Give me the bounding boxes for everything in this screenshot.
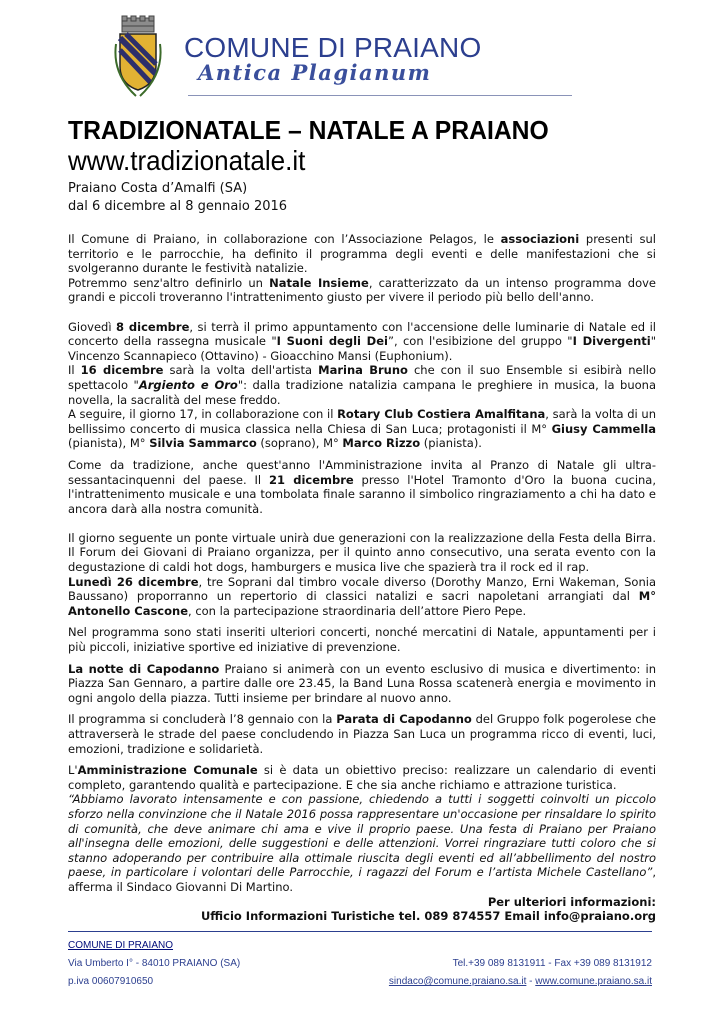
footer-address: Via Umberto I° - 84010 PRAIANO (SA) — [68, 958, 241, 969]
footer-divider — [68, 931, 652, 932]
municipality-motto: Antica Plagianum — [198, 60, 432, 85]
coat-of-arms-icon — [112, 14, 164, 98]
footer-phone-fax: Tel.+39 089 8131911 - Fax +39 089 8131912 — [452, 958, 652, 969]
paragraph-amministrazione: L'Amministrazione Comunale si è data un obiettivo preciso: realizzare un calendario di eventi completo, garantendo qualità e partecipazione. E che sia anche richiamo e attrazione turistica. — [68, 763, 657, 792]
header-divider — [188, 95, 572, 96]
footer-municipality-name: COMUNE DI PRAIANO — [68, 940, 174, 951]
event-location: Praiano Costa d’Amalfi (SA) — [68, 181, 248, 196]
paragraph-26-dicembre: Lunedì 26 dicembre, tre Soprani dal timbro vocale diverso (Dorothy Manzo, Erni Wakeman, Sonia Baussano) proporranno un repertorio di classici natalizi e sacri napoletani arrangiati dal M° Antonello Cascone, con la partecipazione straordinaria dell’attore Piero Pepe. — [68, 574, 657, 618]
paragraph-intro: Il Comune di Praiano, in collaborazione con l’Associazione Pelagos, le associazioni presenti sul territorio e le parrocchie, ha definito il programma degli eventi e delle manifestazioni che si svolgeranno durante le festività natalizie. — [68, 232, 656, 276]
info-contact: Ufficio Informazioni Turistiche tel. 089 874557 Email info@praiano.org — [200, 909, 656, 924]
footer-website-link[interactable]: www.comune.praiano.sa.it — [535, 976, 652, 987]
paragraph-capodanno: La notte di Capodanno Praiano si animerà con un evento esclusivo di musica e divertimento: in Piazza San Gennaro, a partire dalle ore 23.45, la Band Luna Rossa scatenerà energia e movimento in ogni angolo della piazza. Tutti insieme per brindare al nuovo anno. — [68, 661, 656, 705]
footer-vat-number: p.iva 00607910650 — [68, 976, 154, 987]
document-title: TRADIZIONATALE – NATALE A PRAIANO — [68, 115, 549, 145]
event-dates: dal 6 dicembre al 8 gennaio 2016 — [68, 199, 288, 214]
paragraph-programma: Nel programma sono stati inseriti ulteriori concerti, nonché mercatini di Natale, appuntamenti per i più piccoli, iniziative sportive ed iniziative di prevenzione. — [68, 625, 656, 655]
press-release-body — [68, 232, 656, 924]
paragraph-16-dicembre: Il 16 dicembre sarà la volta dell'artista Marina Bruno che con il suo Ensemble si esibirà nello spettacolo "Argiento e Oro": dalla tradizione natalizia campana le preghiere in musica, la buona novella, la sacralità del mese freddo. — [68, 363, 657, 407]
paragraph-quote: “Abbiamo lavorato intensamente e con passione, chiedendo a tutti i soggetti coinvolti un piccolo sforzo nella convinzione che il Natale 2016 possa rappresentare un'occasione per rinsaldare lo spirito di comunità, che deve animare chi ama e vive il proprio paese. Una festa di Praiano per Praiano all'insegna delle emozioni, delle suggestioni e delle attenzioni. Vorrei ringraziare tutti coloro che si stanno adoperando per contribuire alla ottimale riuscita degli eventi ed all’abbellimento del nostro paese, in particolare i volontari delle Parrocchie, i ragazzi del Forum e l’artista Michele Castellano”, afferma il Sindaco Giovanni Di Martino. — [68, 792, 656, 894]
paragraph-8-dicembre: Giovedì 8 dicembre, si terrà il primo appuntamento con l'accensione delle luminarie di Natale ed il concerto della rassegna musicale "I Suoni degli Dei”, con l'esibizione del gruppo "I Divergenti" Vincenzo Scannapieco (Ottavino) - Gioacchino Mansi (Euphonium). — [68, 319, 656, 363]
info-heading: Per ulteriori informazioni: — [487, 894, 656, 909]
paragraph-pranzo-natale: Come da tradizione, anche quest'anno l'Amministrazione invita al Pranzo di Natale gli ultra-sessantacinquenni del paese. Il 21 dicembre presso l'Hotel Tramonto d'Oro la buona cucina, l'intrattenimento musicale e una tombolata finale saranno il simbolico ringraziamento a chi ha dato e ancora darà alla nostra comunità. — [68, 457, 657, 516]
municipality-name: COMUNE DI PRAIANO — [184, 32, 482, 63]
paragraph-festa-birra: Il giorno seguente un ponte virtuale unirà due generazioni con la realizzazione della Festa della Birra. Il Forum dei Giovani di Praiano organizza, per il quinto anno consecutivo, una serata evento con la degustazione di caldi hot dogs, hamburgers e musica live che spazierà tra il rock ed il rap. — [68, 530, 656, 575]
paragraph-natale-insieme: Potremmo senz'altro definirlo un Natale Insieme, caratterizzato da un intenso programma dove grandi e piccoli troveranno l'intrattenimento giusto per vivere il periodo più bello dell'anno. — [68, 275, 657, 305]
paragraph-17-dicembre: A seguire, il giorno 17, in collaborazione con il Rotary Club Costiera Amalfitana, sarà la volta di un bellissimo concerto di musica classica nella Chiesa di San Luca; protagonisti il M° Giusy Cammella (pianista), M° Silvia Sammarco (soprano), M° Marco Rizzo (pianista). — [68, 407, 656, 451]
footer-contacts: sindaco@comune.praiano.sa.it - www.comune.praiano.sa.it — [388, 976, 652, 987]
event-website: www.tradizionatale.it — [68, 145, 306, 176]
paragraph-parata: Il programma si concluderà l’8 gennaio con la Parata di Capodanno del Gruppo folk pogerolese che attraverserà le strade del paese concludendo in Piazza San Luca un programma ricco di eventi, luci, emozioni, tradizione e solidarietà. — [68, 712, 656, 756]
footer-email-link[interactable]: sindaco@comune.praiano.sa.it — [388, 976, 527, 987]
event-location-dates — [68, 180, 287, 216]
